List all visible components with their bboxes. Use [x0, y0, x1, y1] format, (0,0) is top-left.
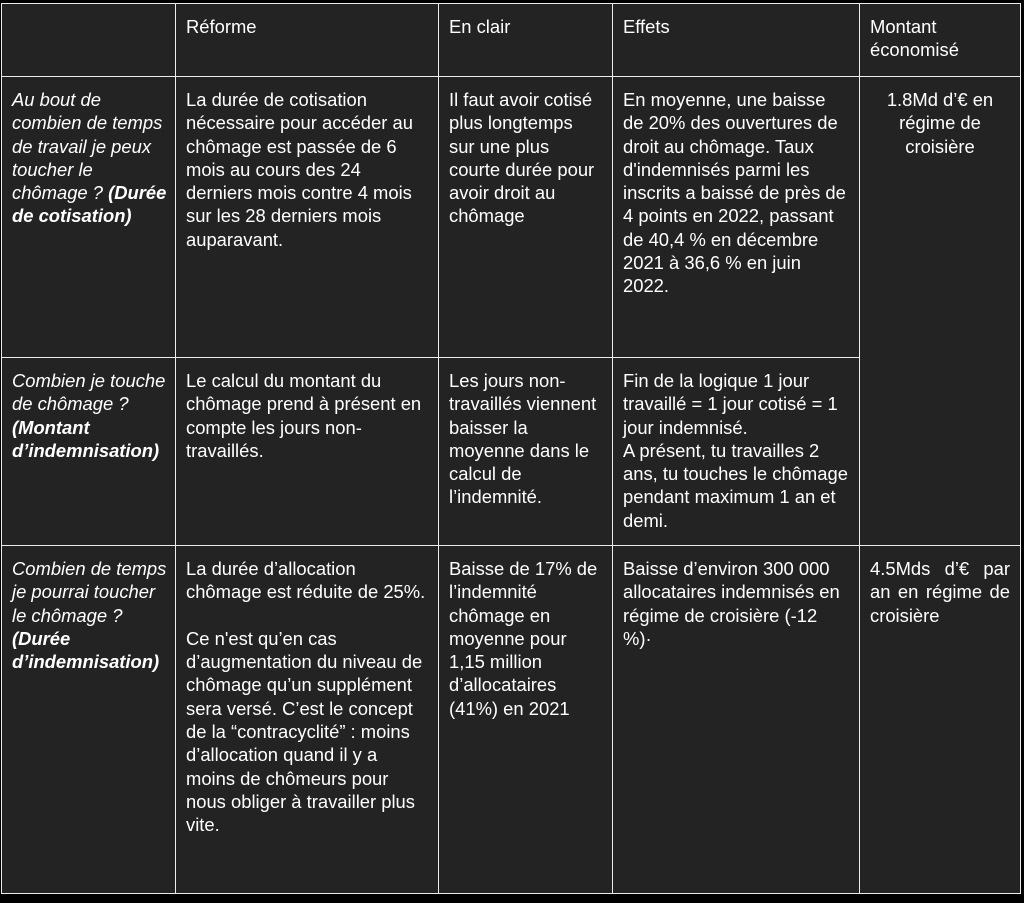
question-cell [2, 546, 176, 894]
montant-cell: 4.5Mds d’€ par an en régime de croisière [860, 546, 1021, 894]
question-text: Combien de temps je pourrai toucher le chômage ? [12, 558, 167, 626]
table-row [2, 546, 1021, 894]
effets-cell [613, 358, 860, 546]
en-clair-cell: Baisse de 17% de l’indemnité chômage en moyenne pour 1,15 million d’allocataires (41%) en 2021 [439, 546, 613, 894]
effets-line: A présent, tu travailles 2 ans, tu touches le chômage pendant maximum 1 an et demi. [623, 439, 848, 531]
effets-cell: En moyenne, une baisse de 20% des ouvertures de droit au chômage. Taux d'indemnisés parmi les inscrits a baissé de près de 4 points en 2022, passant de 40,4 % en décembre 2021 à 36,6 % en juin 2022. [613, 77, 860, 358]
reforme-cell: Le calcul du montant du chômage prend à présent en compte les jours non-travaillés. [176, 358, 439, 546]
reforme-paragraph: La durée d’allocation chômage est réduite de 25%. [186, 558, 426, 603]
question-category: (Durée d’indemnisation) [12, 627, 160, 673]
table-row [2, 77, 1021, 358]
reform-comparison-table [1, 3, 1021, 894]
question-category: (Durée de cotisation) [12, 182, 167, 227]
question-cell [2, 77, 176, 358]
en-clair-cell: Il faut avoir cotisé plus longtemps sur une plus courte durée pour avoir droit au chômage [439, 77, 613, 358]
question-text: Au bout de combien de temps de travail je peux toucher le chômage ? [12, 89, 163, 204]
header-montant: Montant économisé [860, 4, 1021, 77]
question-text: Combien je touche de chômage ? [12, 370, 166, 415]
reforme-cell: La durée de cotisation nécessaire pour accéder au chômage est passée de 6 mois au cours des 24 derniers mois contre 4 mois sur les 28 derniers mois auparavant. [176, 77, 439, 358]
effets-cell: Baisse d’environ 300 000 allocataires indemnisés en régime de croisière (-12 %)· [613, 546, 860, 894]
effets-line: Fin de la logique 1 jour travaillé = 1 jour cotisé = 1 jour indemnisé. [623, 370, 838, 438]
header-en-clair: En clair [439, 4, 613, 77]
en-clair-cell: Les jours non-travaillés viennent baisser la moyenne dans le calcul de l’indemnité. [439, 358, 613, 546]
header-effets: Effets [613, 4, 860, 77]
montant-cell: 1.8Md d’€ en régime de croisière [860, 77, 1021, 546]
header-question [2, 4, 176, 77]
question-category: (Montant d’indemnisation) [12, 416, 160, 461]
header-reforme: Réforme [176, 4, 439, 77]
reforme-cell [176, 546, 439, 894]
table-header-row [2, 4, 1021, 77]
question-cell [2, 358, 176, 546]
paragraph-spacer [186, 604, 428, 627]
reforme-paragraph: Ce n'est qu’en cas d’augmentation du niveau de chômage qu’un supplément sera versé. C’est le concept de la “contracyclité” : moins d’allocation quand il y a moins de chômeurs pour nous obliger à travailler plus vite. [186, 627, 423, 836]
